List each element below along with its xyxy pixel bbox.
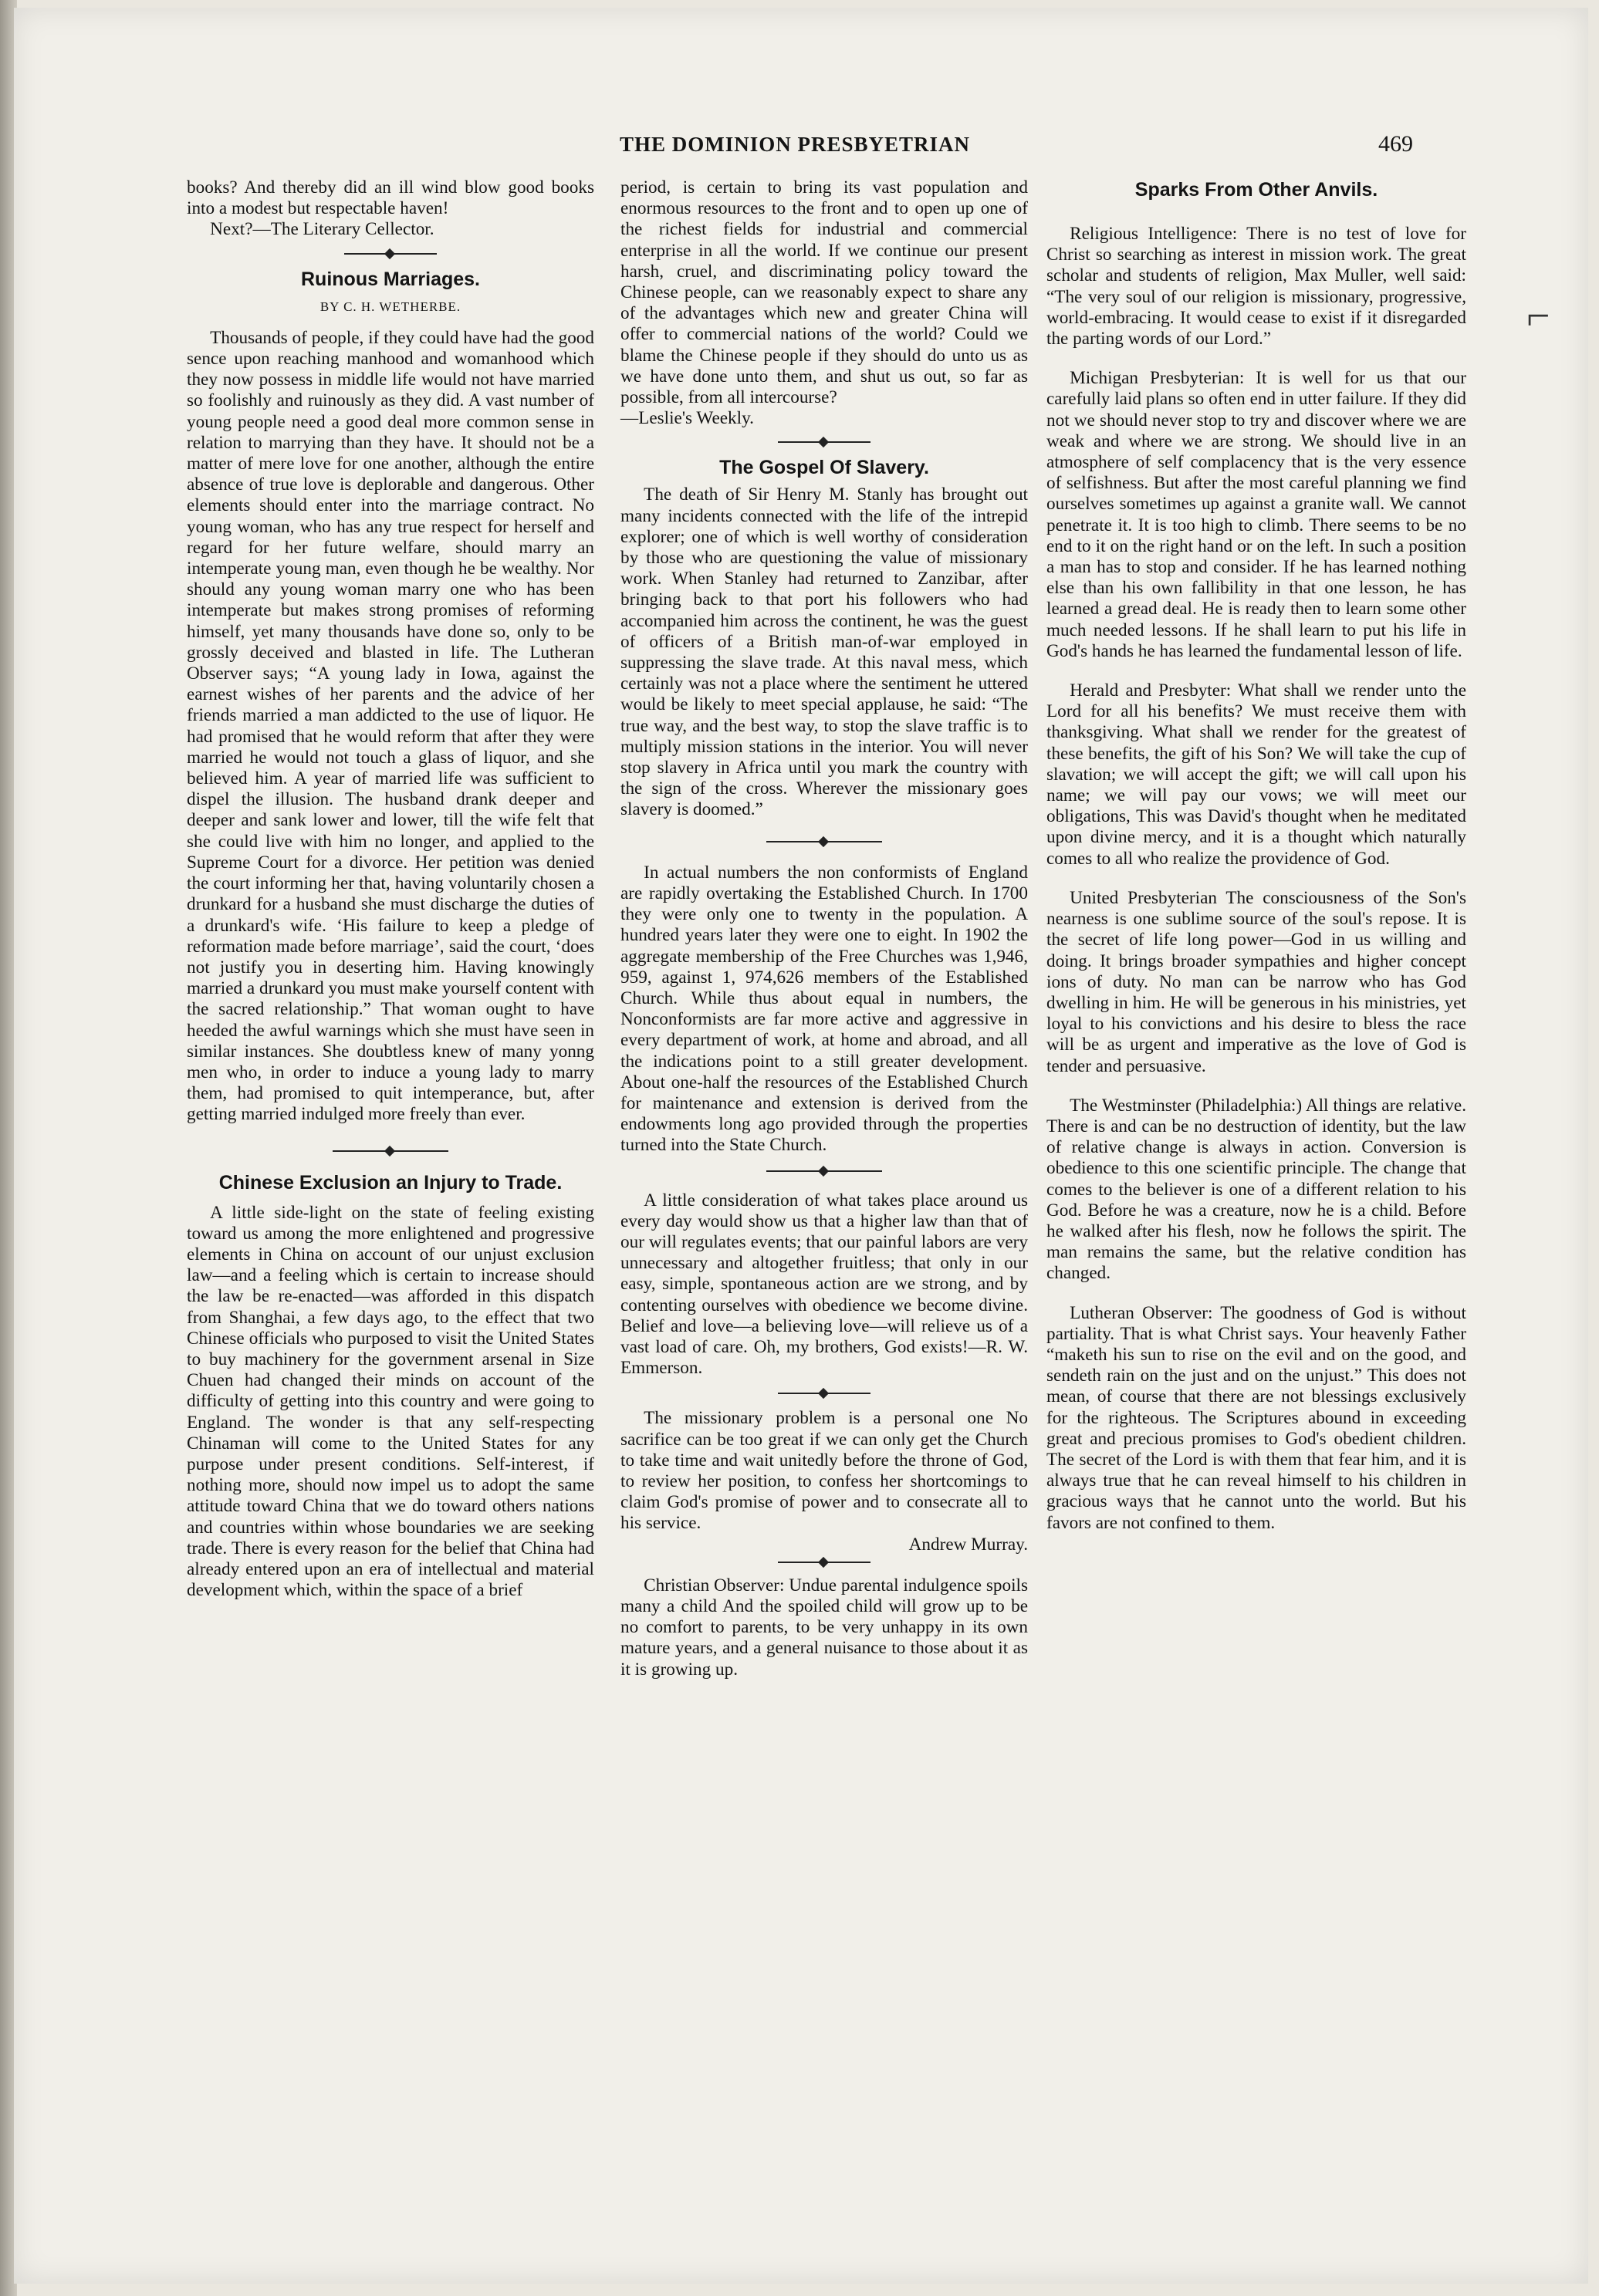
sparks-item: The Westminster (Philadelphia:) All things are relative. There is and can be no destruction of identity, but the law of relative change is always in action. Conversion is obedience to this one scientific principle. The change that comes to the believer is one of a different relation to his God. Before he was a creature, now he is a child. Before he walked after his flesh, now he follows the spirit. The man remains the same, but the relative condition has changed. (1046, 1095, 1466, 1284)
margin-bracket-mark: ⌐ (1526, 292, 1550, 339)
sparks-item: Religious Intelligence: There is no test of love for Christ so searching as interest in mission work. The great scholar and students of religion, Max Muller, well said: “The very soul of our religion is missionary, progressive, world-embracing. It would cease to exist if it disregarded the parting words of our Lord.” (1046, 224, 1466, 349)
sparks-item: Herald and Presbyter: What shall we render unto the Lord for all his benefits? We must receive them with thanksgiving. What shall we render for the greatest of these benefits, the gift of his Son? We will take the cup of slavation; we will accept the gift; we will call upon his name; we will pay our vows; we will meet our obligations, This was David's thought when he meditated upon divine mercy, and it is a thought which naturally comes to all who realize the providence of God. (1046, 680, 1466, 869)
article-title-gospel-of-slavery: The Gospel Of Slavery. (719, 457, 929, 479)
article-body-nonconformists: In actual numbers the non conformists of England are rapidly overtaking the Established Church. In 1700 they were only one to twenty in the population. A hundred years later they were one to eight. In 1902 the aggregate membership of the Free Churches was 1,946, 959, against 1, 974,626 members of the Established Church. While thus about equal in numbers, the Nonconformists are far more active and aggressive in every department of work, at home and abroad, and all the indications point to a still greater development. About one-half the resources of the Established Church for maintenance and extension is derived from the endowments long ago provided through the properties turned into the State Church. (620, 862, 1028, 1156)
article-body-missionary-problem: The missionary problem is a personal one No sacrifice can be too great if we can only get the Church to take time and wait unitedly before the throne of God, to review her position, to confess her shortcomings to claim God's promise of power and to consecrate all to his service. (620, 1408, 1028, 1534)
section-divider (766, 1167, 882, 1175)
article-body-emmerson: A little consideration of what takes place around us every day would show us that a higher law than that of our will regulates events; that our painful labors are very unnecessary and altogether fruitless; that only in our easy, simple, spontaneous action are we strong, and by contenting ourselves with obedience we become divine. Belief and love—a believing love—will relieve us of a vast load of care. Oh, my brothers, God exists!—R. W. Emmerson. (620, 1190, 1028, 1379)
article-byline: BY C. H. WETHERBE. (319, 299, 461, 314)
article-title-chinese-exclusion: Chinese Exclusion an Injury to Trade. (218, 1171, 563, 1194)
page-number: 469 (1378, 131, 1413, 157)
sparks-item: Lutheran Observer: The goodness of God is without partiality. That is what Christ says. Your heavenly Father “maketh his sun to rise on the evil and on the good, and sendeth rain on the just and on the unjust.” This does not mean, of course that there are not blessings exclusively for the righteous. The Scriptures abound in exceeding great and precious promises to God's obedient children. The secret of the Lord is with them that fear him, and it is always true that he can reveal himself to his children in gracious ways that he cannot unto the world. But his favors are not confined to them. (1046, 1302, 1466, 1533)
sparks-item: United Presbyterian The consciousness of the Son's nearness is one sublime source of the soul's repose. It is the secret of life long power—God in us willing and doing. It brings broader sympathies and higher concept ions of duty. No man can be narrow who has God dwelling in him. He will be generous in his ministries, yet loyal to his convictions and his desire to bless the race will be as urgent and imperative as the love of God is tender and persuasive. (1046, 887, 1466, 1076)
section-divider (778, 438, 870, 446)
running-head: THE DOMINION PRESBYETRIAN (619, 133, 971, 156)
section-divider (778, 1558, 870, 1566)
section-title-sparks: Sparks From Other Anvils. (1134, 179, 1378, 201)
article-body-chinese-exclusion: A little side-light on the state of feeling existing toward us among the more enlightened and progressive elements in China on account of our unjust exclusion law—and a feeling which is certain to increase should the law be re-enacted—was afforded in this dispatch from Shanghai, a few days ago, to the effect that two Chinese officials who purposed to visit the United States to buy machinery for the government arsenal in Size Chuen had changed their minds on account of the difficulty of getting into this country and were going to England. The wonder is that any self-respecting Chinaman will come to the United States for any purpose under present conditions. Self-interest, if nothing more, should now impel us to adopt the same attitude toward China that we do toward others nations and countries within whose boundaries we are seeking trade. There is every reason for the belief that China had already entered upon an era of intellectual and material development which, within the space of a brief (187, 1202, 594, 1601)
article-continued-source: Next?—The Literary Cellector. (210, 219, 434, 240)
article-body-ruinous-marriages: Thousands of people, if they could have had the good sence upon reaching manhood and womanhood which they now possess in middle life would not have married so foolishly and ruinously as they did. A vast number of young people need a good deal more common sense in relation to marrying than they have. It should not be a matter of mere love for one another, although the entire absence of true love is deplorable and dangerous. Other elements should enter into the marriage contract. No young woman, who has any true respect for herself and regard for her future welfare, should marry an intemperate young man, even though he be wealthy. Nor should any young woman marry one who has been intemperate but makes strong promises of reforming himself, yet many thousands have done so, only to be grossly deceived and blasted in life. The Lutheran Observer says; “A young lady in Iowa, against the earnest wishes of her parents and the advice of her friends married a man addicted to the use of liquor. He had promised that he would reform that after they were married he would not touch a glass of liquor, and she believed him. A year of married life was sufficient to dispel the illusion. The husband drank deeper and deeper and sank lower and lower, till the wife felt that she could live with him no longer, and applied to the Supreme Court for a divorce. Her petition was denied the court informing her that, having voluntarily chosen a drunkard for a husband she must discharge the duties of a drunkard's wife. ‘His failure to keep a pledge of reformation made before marriage’, said the court, ‘does not justify you in deserting him. Having knowingly married a drunkard you must make yourself content with the sacred relationship.” That woman ought to have heeded the awful warnings which she must have seen in similar instances. She doubtless knew of many yonng men who, in order to induce a young lady to marry them, had promised to quit intemperance, but, after getting married indulged more freely than ever. (187, 327, 595, 1125)
article-continued-text: period, is certain to bring its vast population and enormous resources to the front and to open up one of the richest fields for industrial and commercial enterprise in all the world. If we continue our present harsh, cruel, and discriminating policy toward the Chinese people, can we reasonably expect to share any of the advantages which new and greater China will offer to commercial nations of the world? Could we blame the Chinese people if they should do unto us as we have done unto them, and shut us out, so far as possible, from all intercourse? (620, 177, 1028, 408)
article-continued-text: books? And thereby did an ill wind blow good books into a modest but respectable haven! (187, 177, 594, 219)
sparks-item: Michigan Presbyterian: It is well for us that our carefully laid plans so often end in utter failure. If they did not we should never stop to try and discover where we are weak and where we are strong. We should live in an atmosphere of self complacency that is the very essence of selfishness. But after the most careful planning we find ourselves sometimes up against a granite wall. We cannot penetrate it. It is too high to climb. There seems to be no end to it on the right hand or on the left. In such a position a man has to stop and consider. If he has learned nothing else than his own fallibility in that one lesson, he has learned a gread deal. He is ready then to learn some other much needed lessons. If he shall learn to put his life in God's hands he has learned the fundamental lesson of life. (1046, 368, 1466, 661)
column-left (187, 177, 594, 1601)
article-title-ruinous-marriages: Ruinous Marriages. (301, 268, 480, 290)
article-signature: Andrew Murray. (908, 1534, 1028, 1555)
column-middle (620, 177, 1028, 1680)
article-body-gospel-of-slavery: The death of Sir Henry M. Stanly has brought out many incidents connected with the life of the intrepid explorer; one of which is well worthy of consideration by those who are questioning the value of missionary work. When Stanley had returned to Zanzibar, after bringing back to that port his followers who had accompanied him across the continent, he was the guest of officers of a British man-of-war employed in suppressing the slave trade. At this naval mess, which certainly was not a place where the sentiment he uttered would be likely to meet special applause, he said: “The true way, and the best way, to stop the slave traffic is to multiply mission stations in the interior. You will never stop slavery in Africa until you mark the country with the sign of the cross. Wherever the missionary goes slavery is doomed.” (620, 485, 1028, 820)
article-continued-source: —Leslie's Weekly. (620, 408, 754, 429)
article-body-christian-observer: Christian Observer: Undue parental indulgence spoils many a child And the spoiled child will grow up to be no comfort to parents, to be very unhappy in its own mature years, and a general nuisance to those about it as it is growing up. (620, 1575, 1028, 1680)
section-divider (778, 1389, 870, 1397)
section-divider (766, 838, 882, 846)
column-right (1046, 177, 1466, 1534)
section-divider (344, 250, 437, 258)
section-divider (333, 1147, 448, 1155)
